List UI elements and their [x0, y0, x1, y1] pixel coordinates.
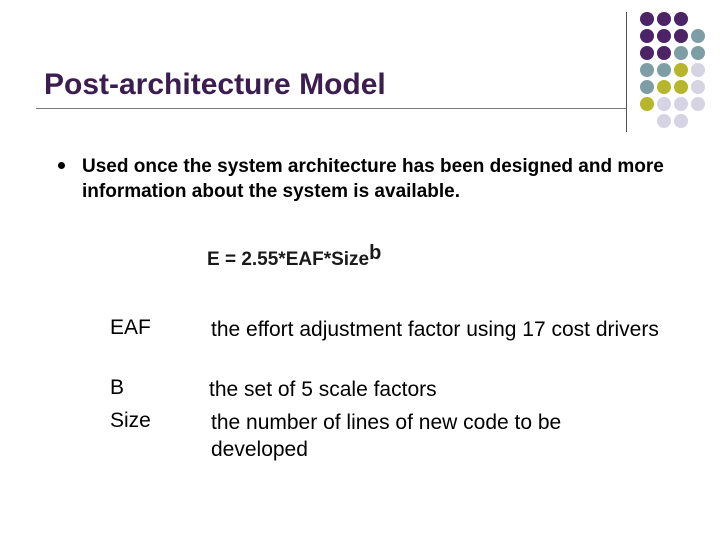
dot-lavender — [674, 97, 688, 111]
dot-lavender — [691, 80, 705, 94]
dot-lavender — [674, 114, 688, 128]
effort-formula — [207, 242, 382, 271]
dot-olive — [674, 80, 688, 94]
dot-purple — [674, 29, 688, 43]
vertical-divider — [626, 12, 627, 132]
dot-teal — [691, 46, 705, 60]
formula-base: E = 2.55*EAF*Size — [207, 249, 370, 270]
term-size: Size — [110, 409, 151, 432]
bullet-marker — [58, 162, 65, 169]
dot-teal — [674, 46, 688, 60]
definition-b: the set of 5 scale factors — [209, 378, 437, 401]
dot-olive — [657, 80, 671, 94]
dot-purple — [640, 12, 654, 26]
title-divider — [36, 108, 626, 109]
slide-title: Post-architecture Model — [44, 68, 386, 101]
dot-purple — [657, 29, 671, 43]
dot-lavender — [657, 97, 671, 111]
bullet-text: Used once the system architecture has been designed and more information about the system is available. — [82, 156, 664, 202]
dot-purple — [640, 46, 654, 60]
dot-purple — [657, 46, 671, 60]
term-eaf: EAF — [110, 316, 151, 339]
definition-size: the number of lines of new code to be developed — [211, 411, 562, 461]
dot-teal — [691, 29, 705, 43]
dot-lavender — [691, 97, 705, 111]
definition-eaf: the effort adjustment factor using 17 cost drivers — [211, 318, 659, 341]
dot-olive — [640, 97, 654, 111]
dot-lavender — [657, 114, 671, 128]
formula-exponent: b — [369, 242, 382, 264]
dot-olive — [674, 63, 688, 77]
dot-teal — [657, 63, 671, 77]
term-b: B — [110, 376, 125, 399]
dot-purple — [657, 12, 671, 26]
dot-purple — [640, 29, 654, 43]
dot-teal — [640, 63, 654, 77]
dot-purple — [674, 12, 688, 26]
dot-teal — [640, 80, 654, 94]
dot-lavender — [691, 63, 705, 77]
